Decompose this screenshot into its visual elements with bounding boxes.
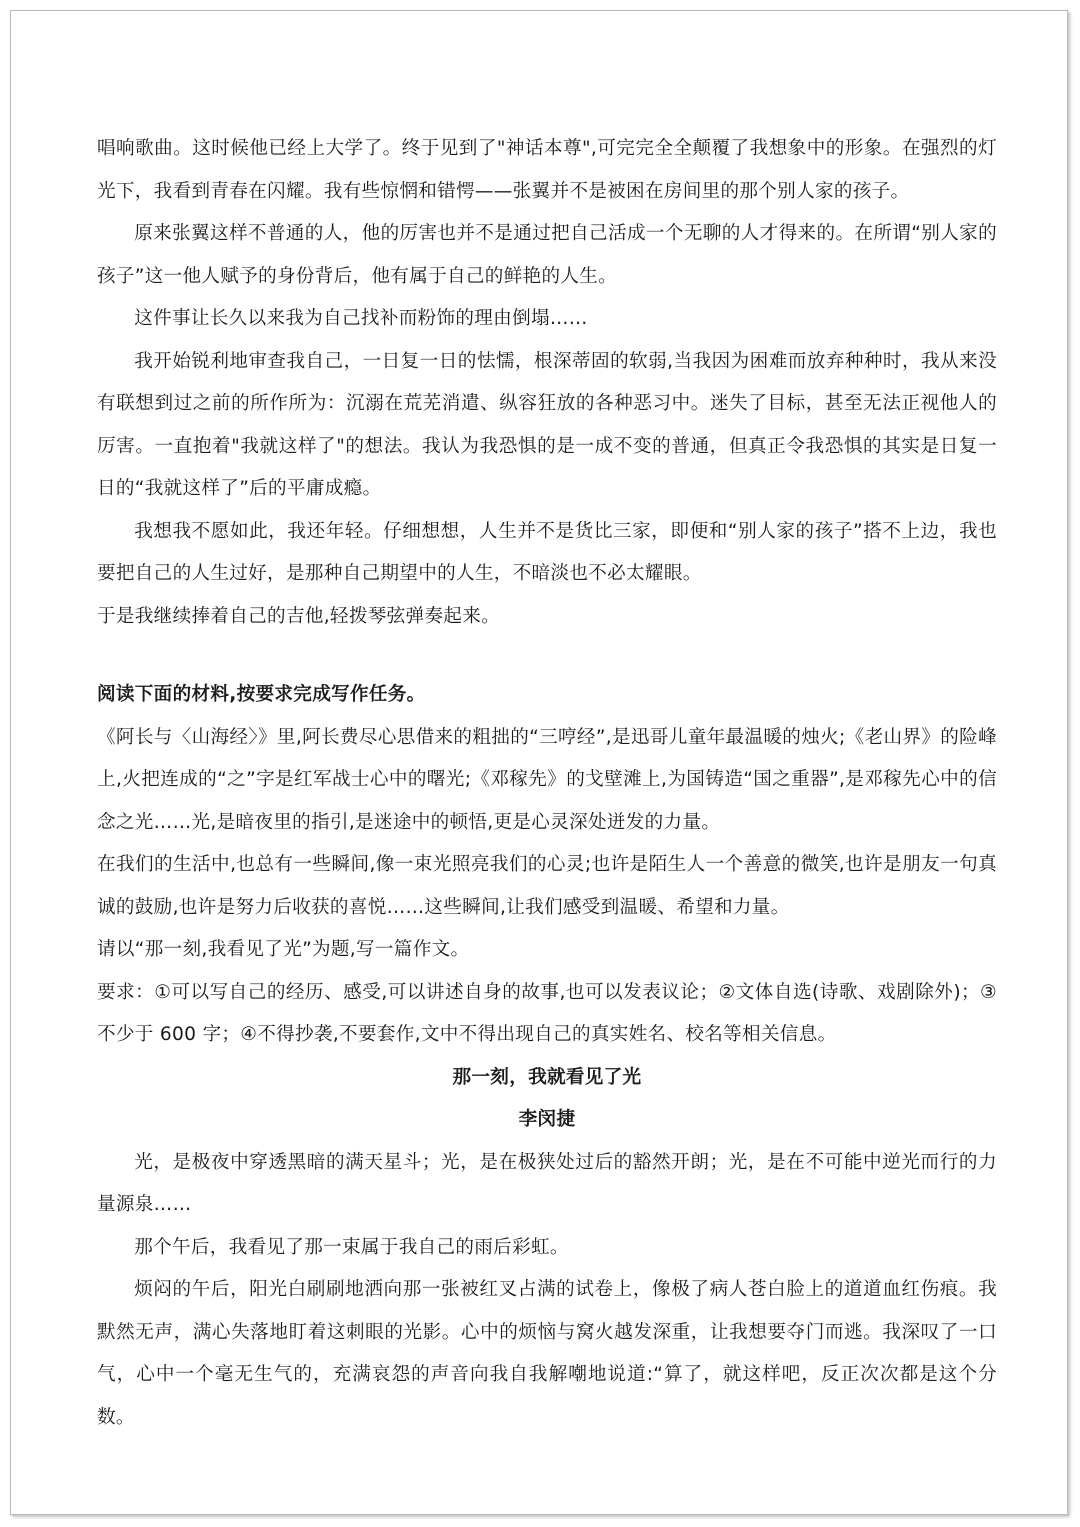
story-paragraph: 我想我不愿如此，我还年轻。仔细想想，人生并不是货比三家，即便和“别人家的孩子”搭不上边，我也要把自己的人生过好，是那种自己期望中的人生，不暗淡也不必太耀眼。 bbox=[97, 520, 997, 584]
story-paragraph: 于是我继续捧着自己的吉他,轻拨琴弦弹奏起来。 bbox=[97, 605, 500, 627]
essay-paragraph: 烦闷的午后，阳光白刷刷地洒向那一张被红叉占满的试卷上，像极了病人苍白脸上的道道血红伤痕。我默然无声，满心失落地盯着这刺眼的光影。心中的烦恼与窝火越发深重，让我想要夺门而逃。我深叹了一口气，心中一个毫无生气的，充满哀怨的声音向我自我解嘲地说道:“算了，就这样吧，反正次次都是这个分数。 bbox=[97, 1279, 997, 1428]
essay-author: 李闵捷 bbox=[518, 1109, 576, 1130]
story-paragraph: 原来张翼这样不普通的人，他的厉害也并不是通过把自己活成一个无聊的人才得来的。在所谓“别人家的孩子”这一他人赋予的身份背后，他有属于自己的鲜艳的人生。 bbox=[97, 223, 997, 287]
task-requirements: 要求：①可以写自己的经历、感受,可以讲述自身的故事,也可以发表议论；②文体自选(诗歌、戏剧除外)；③不少于 600 字；④不得抄袭,不要套作,文中不得出现自己的真实姓名、校名等相关信息。 bbox=[97, 981, 997, 1045]
story-paragraph: 这件事让长久以来我为自己找补而粉饰的理由倒塌…… bbox=[134, 308, 588, 329]
section-gap bbox=[97, 638, 997, 674]
task-heading: 阅读下面的材料,按要求完成写作任务。 bbox=[97, 684, 426, 705]
story-paragraph: 我开始锐利地审查我自己，一日复一日的怯懦，根深蒂固的软弱,当我因为困难而放弃种种时，我从来没有联想到过之前的所作所为：沉溺在荒芜消遣、纵容狂放的各种恶习中。迷失了目标，甚至无法正视他人的厉害。一直抱着"我就这样了"的想法。我认为我恐惧的是一成不变的普通，但真正令我恐惧的其实是日复一日的“我就这样了”后的平庸成瘾。 bbox=[97, 350, 997, 499]
essay-paragraph: 那个午后，我看见了那一束属于我自己的雨后彩虹。 bbox=[134, 1236, 569, 1258]
story-paragraph: 唱响歌曲。这时候他已经上大学了。终于见到了"神话本尊",可完完全全颠覆了我想象中的形象。在强烈的灯光下，我看到青春在闪耀。我有些惊惘和错愕——张翼并不是被困在房间里的那个别人家的孩子。 bbox=[97, 138, 997, 202]
task-material: 在我们的生活中,也总有一些瞬间,像一束光照亮我们的心灵;也许是陌生人一个善意的微笑,也许是朋友一句真诚的鼓励,也许是努力后收获的喜悦……这些瞬间,让我们感受到温暖、希望和力量。 bbox=[97, 854, 997, 918]
document-body bbox=[97, 128, 997, 1439]
essay-title: 那一刻，我就看见了光 bbox=[452, 1066, 642, 1088]
essay-paragraph: 光，是极夜中穿透黑暗的满天星斗；光，是在极狭处过后的豁然开朗；光，是在不可能中逆光而行的力量源泉…… bbox=[97, 1151, 997, 1215]
task-prompt: 请以“那一刻,我看见了光”为题,写一篇作文。 bbox=[97, 939, 470, 960]
task-material: 《阿长与〈山海经〉》里,阿长费尽心思借来的粗拙的“三哼经”,是迅哥儿童年最温暖的烛火;《老山界》的险峰上,火把连成的“之”字是红军战士心中的曙光;《邓稼先》的戈壁滩上,为国铸造“国之重器”,是邓稼先心中的信念之光……光,是暗夜里的指引,是迷途中的顿悟,更是心灵深处迸发的力量。 bbox=[97, 726, 997, 833]
